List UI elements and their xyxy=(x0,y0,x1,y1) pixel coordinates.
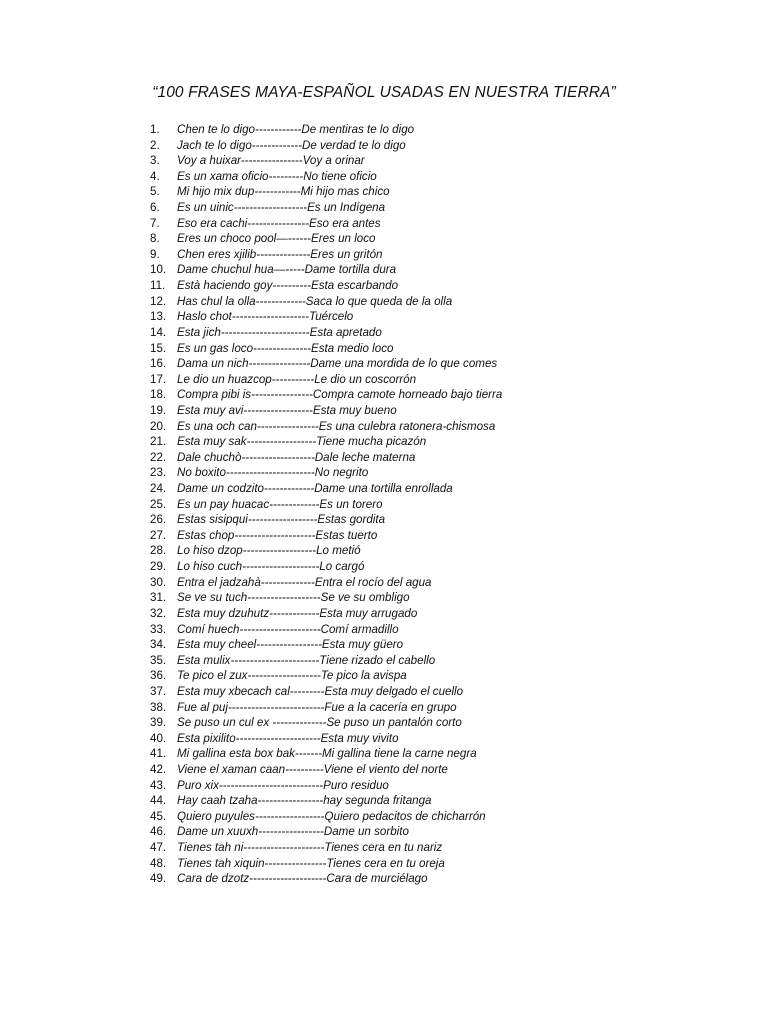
item-number: 25. xyxy=(150,497,167,511)
item-number: 12. xyxy=(150,294,167,308)
item-number: 9. xyxy=(150,247,160,261)
item-phrase: Esta muy xbecach cal---------Esta muy delgado el cuello xyxy=(177,684,464,698)
item-number: 14. xyxy=(150,325,167,339)
item-phrase: Lo hiso dzop-------------------Lo metió xyxy=(177,544,361,558)
item-number: 7. xyxy=(150,216,160,230)
list-item xyxy=(150,138,750,154)
item-phrase: Tienes tah ni---------------------Tienes cera en tu nariz xyxy=(177,841,443,855)
item-number: 27. xyxy=(150,528,167,542)
item-number: 38. xyxy=(150,700,167,714)
list-item xyxy=(150,762,750,778)
item-number: 23. xyxy=(150,466,167,480)
list-item xyxy=(150,559,750,575)
list-item xyxy=(150,637,750,653)
item-phrase: Haslo chot--------------------Tuércelo xyxy=(177,310,354,324)
item-phrase: Esta mulix-----------------------Tiene rizado el cabello xyxy=(177,653,436,667)
list-item xyxy=(150,184,750,200)
list-item xyxy=(150,684,750,700)
item-number: 46. xyxy=(150,825,167,839)
list-item xyxy=(150,153,750,169)
item-number: 18. xyxy=(150,388,167,402)
item-phrase: Eres un choco pool—------Eres un loco xyxy=(177,232,376,246)
item-phrase: Se ve su tuch-------------------Se ve su ombligo xyxy=(177,591,410,605)
list-item xyxy=(150,590,750,606)
list-item xyxy=(150,824,750,840)
list-item xyxy=(150,715,750,731)
item-number: 40. xyxy=(150,731,167,745)
item-number: 42. xyxy=(150,762,167,776)
list-item xyxy=(150,512,750,528)
item-phrase: Entra el jadzahà--------------Entra el rocío del agua xyxy=(177,575,432,589)
item-number: 29. xyxy=(150,560,167,574)
list-item xyxy=(150,778,750,794)
item-phrase: Esta muy sak------------------Tiene mucha picazón xyxy=(177,435,427,449)
list-item xyxy=(150,793,750,809)
list-item xyxy=(150,731,750,747)
item-phrase: Voy a huixar----------------Voy a orinar xyxy=(177,154,365,168)
item-number: 20. xyxy=(150,419,167,433)
item-number: 8. xyxy=(150,232,160,246)
list-item xyxy=(150,700,750,716)
item-number: 30. xyxy=(150,575,167,589)
list-item xyxy=(150,871,750,887)
item-number: 2. xyxy=(150,138,160,152)
item-phrase: Es un pay huacac-------------Es un torero xyxy=(177,497,383,511)
item-phrase: Dame un codzito-------------Dame una tortilla enrollada xyxy=(177,482,453,496)
item-number: 33. xyxy=(150,622,167,636)
item-phrase: Chen te lo digo------------De mentiras te lo digo xyxy=(177,123,415,136)
item-number: 17. xyxy=(150,372,167,386)
list-item xyxy=(150,231,750,247)
item-number: 22. xyxy=(150,450,167,464)
item-phrase: Esta muy dzuhutz-------------Esta muy arrugado xyxy=(177,606,418,620)
item-phrase: Tienes tah xiquin----------------Tienes cera en tu oreja xyxy=(177,856,445,870)
item-number: 32. xyxy=(150,606,167,620)
item-phrase: Dale chuchò-------------------Dale leche materna xyxy=(177,450,416,464)
list-item xyxy=(150,622,750,638)
list-item xyxy=(150,606,750,622)
item-phrase: No boxito-----------------------No negrito xyxy=(177,466,369,480)
item-number: 13. xyxy=(150,310,167,324)
list-item xyxy=(150,372,750,388)
item-phrase: Se puso un cul ex --------------Se puso un pantalón corto xyxy=(177,716,462,730)
item-number: 19. xyxy=(150,403,167,417)
list-item xyxy=(150,341,750,357)
list-item xyxy=(150,497,750,513)
item-number: 34. xyxy=(150,638,167,652)
item-phrase: Has chul la olla-------------Saca lo que queda de la olla xyxy=(177,294,453,308)
item-phrase: Esta muy avi------------------Esta muy bueno xyxy=(177,403,397,417)
list-item xyxy=(150,668,750,684)
item-phrase: Jach te lo digo-------------De verdad te lo digo xyxy=(177,138,406,152)
item-phrase: Viene el xaman caan----------Viene el viento del norte xyxy=(177,762,448,776)
item-number: 24. xyxy=(150,482,167,496)
item-phrase: Es una och can----------------Es una culebra ratonera-chismosa xyxy=(177,419,496,433)
item-phrase: Eso era cachi----------------Eso era antes xyxy=(177,216,381,230)
item-phrase: Dame chuchul hua—-----Dame tortilla dura xyxy=(177,263,397,277)
list-item xyxy=(150,528,750,544)
item-number: 28. xyxy=(150,544,167,558)
list-item xyxy=(150,294,750,310)
item-number: 36. xyxy=(150,669,167,683)
item-phrase: Estas sisipqui------------------Estas gordita xyxy=(177,513,386,527)
list-item xyxy=(150,387,750,403)
item-phrase: Esta pixilito----------------------Esta muy vivito xyxy=(177,731,399,745)
item-number: 15. xyxy=(150,341,167,355)
item-number: 39. xyxy=(150,716,167,730)
list-item xyxy=(150,278,750,294)
list-item xyxy=(150,325,750,341)
item-number: 1. xyxy=(150,123,160,136)
item-phrase: Dame un xuuxh-----------------Dame un sorbito xyxy=(177,825,409,839)
item-phrase: Esta jich-----------------------Esta apretado xyxy=(177,325,382,339)
item-number: 43. xyxy=(150,778,167,792)
item-number: 6. xyxy=(150,201,160,215)
list-item xyxy=(150,122,750,138)
item-phrase: Quiero puyules------------------Quiero pedacitos de chicharrón xyxy=(177,809,486,823)
list-item xyxy=(150,840,750,856)
item-phrase: Dama un nich----------------Dame una mordida de lo que comes xyxy=(177,357,498,371)
list-item xyxy=(150,356,750,372)
item-number: 37. xyxy=(150,684,167,698)
item-number: 4. xyxy=(150,169,160,183)
item-number: 44. xyxy=(150,794,167,808)
list-item xyxy=(150,481,750,497)
item-phrase: Hay caah tzaha-----------------hay segunda fritanga xyxy=(177,794,432,808)
list-item xyxy=(150,746,750,762)
list-item xyxy=(150,450,750,466)
list-item xyxy=(150,169,750,185)
list-item xyxy=(150,543,750,559)
list-item xyxy=(150,262,750,278)
item-phrase: Fue al puj-------------------------Fue a la cacería en grupo xyxy=(177,700,457,714)
list-item xyxy=(150,856,750,872)
item-phrase: Lo hiso cuch--------------------Lo cargó xyxy=(177,560,365,574)
list-item xyxy=(150,434,750,450)
item-number: 3. xyxy=(150,154,160,168)
item-phrase: Esta muy cheel-----------------Esta muy güero xyxy=(177,638,404,652)
item-number: 11. xyxy=(150,279,166,293)
item-phrase: Compra pibi is----------------Compra camote horneado bajo tierra xyxy=(177,388,503,402)
item-number: 35. xyxy=(150,653,167,667)
item-phrase: Puro xix---------------------------Puro residuo xyxy=(177,778,389,792)
item-phrase: Le dio un huazcop-----------Le dio un coscorrón xyxy=(177,372,417,386)
item-number: 47. xyxy=(150,841,167,855)
item-phrase: Mi gallina esta box bak-------Mi gallina tiene la carne negra xyxy=(177,747,477,761)
item-number: 5. xyxy=(150,185,160,199)
item-phrase: Comí huech---------------------Comí armadillo xyxy=(177,622,399,636)
item-phrase: Cara de dzotz--------------------Cara de murciélago xyxy=(177,872,428,886)
list-item xyxy=(150,403,750,419)
list-item xyxy=(150,309,750,325)
document-title: “100 FRASES MAYA-ESPAÑOL USADAS EN NUESTRA TIERRA” xyxy=(152,84,616,101)
item-phrase: Es un gas loco---------------Esta medio loco xyxy=(177,341,394,355)
item-phrase: Es un xama oficio---------No tiene oficio xyxy=(177,169,377,183)
item-number: 10. xyxy=(150,263,167,277)
list-item xyxy=(150,465,750,481)
item-phrase: Mi hijo mix dup------------Mi hijo mas chico xyxy=(177,185,390,199)
list-item xyxy=(150,809,750,825)
list-item xyxy=(150,247,750,263)
item-phrase: Es un uinic-------------------Es un Indígena xyxy=(177,201,386,215)
list-item xyxy=(150,200,750,216)
item-number: 48. xyxy=(150,856,167,870)
item-number: 16. xyxy=(150,357,167,371)
item-number: 41. xyxy=(150,747,167,761)
item-phrase: Estas chop---------------------Estas tuerto xyxy=(177,528,378,542)
phrase-list xyxy=(150,122,750,887)
item-phrase: Chen eres xjilib--------------Eres un gritón xyxy=(177,247,383,261)
list-item xyxy=(150,653,750,669)
item-phrase: Està haciendo goy----------Esta escarbando xyxy=(177,279,399,293)
item-number: 45. xyxy=(150,809,167,823)
item-number: 49. xyxy=(150,872,167,886)
list-item xyxy=(150,216,750,232)
list-item xyxy=(150,419,750,435)
list-item xyxy=(150,575,750,591)
item-number: 21. xyxy=(150,435,167,449)
item-number: 31. xyxy=(150,591,167,605)
item-number: 26. xyxy=(150,513,167,527)
item-phrase: Te pico el zux-------------------Te pico la avispa xyxy=(177,669,407,683)
